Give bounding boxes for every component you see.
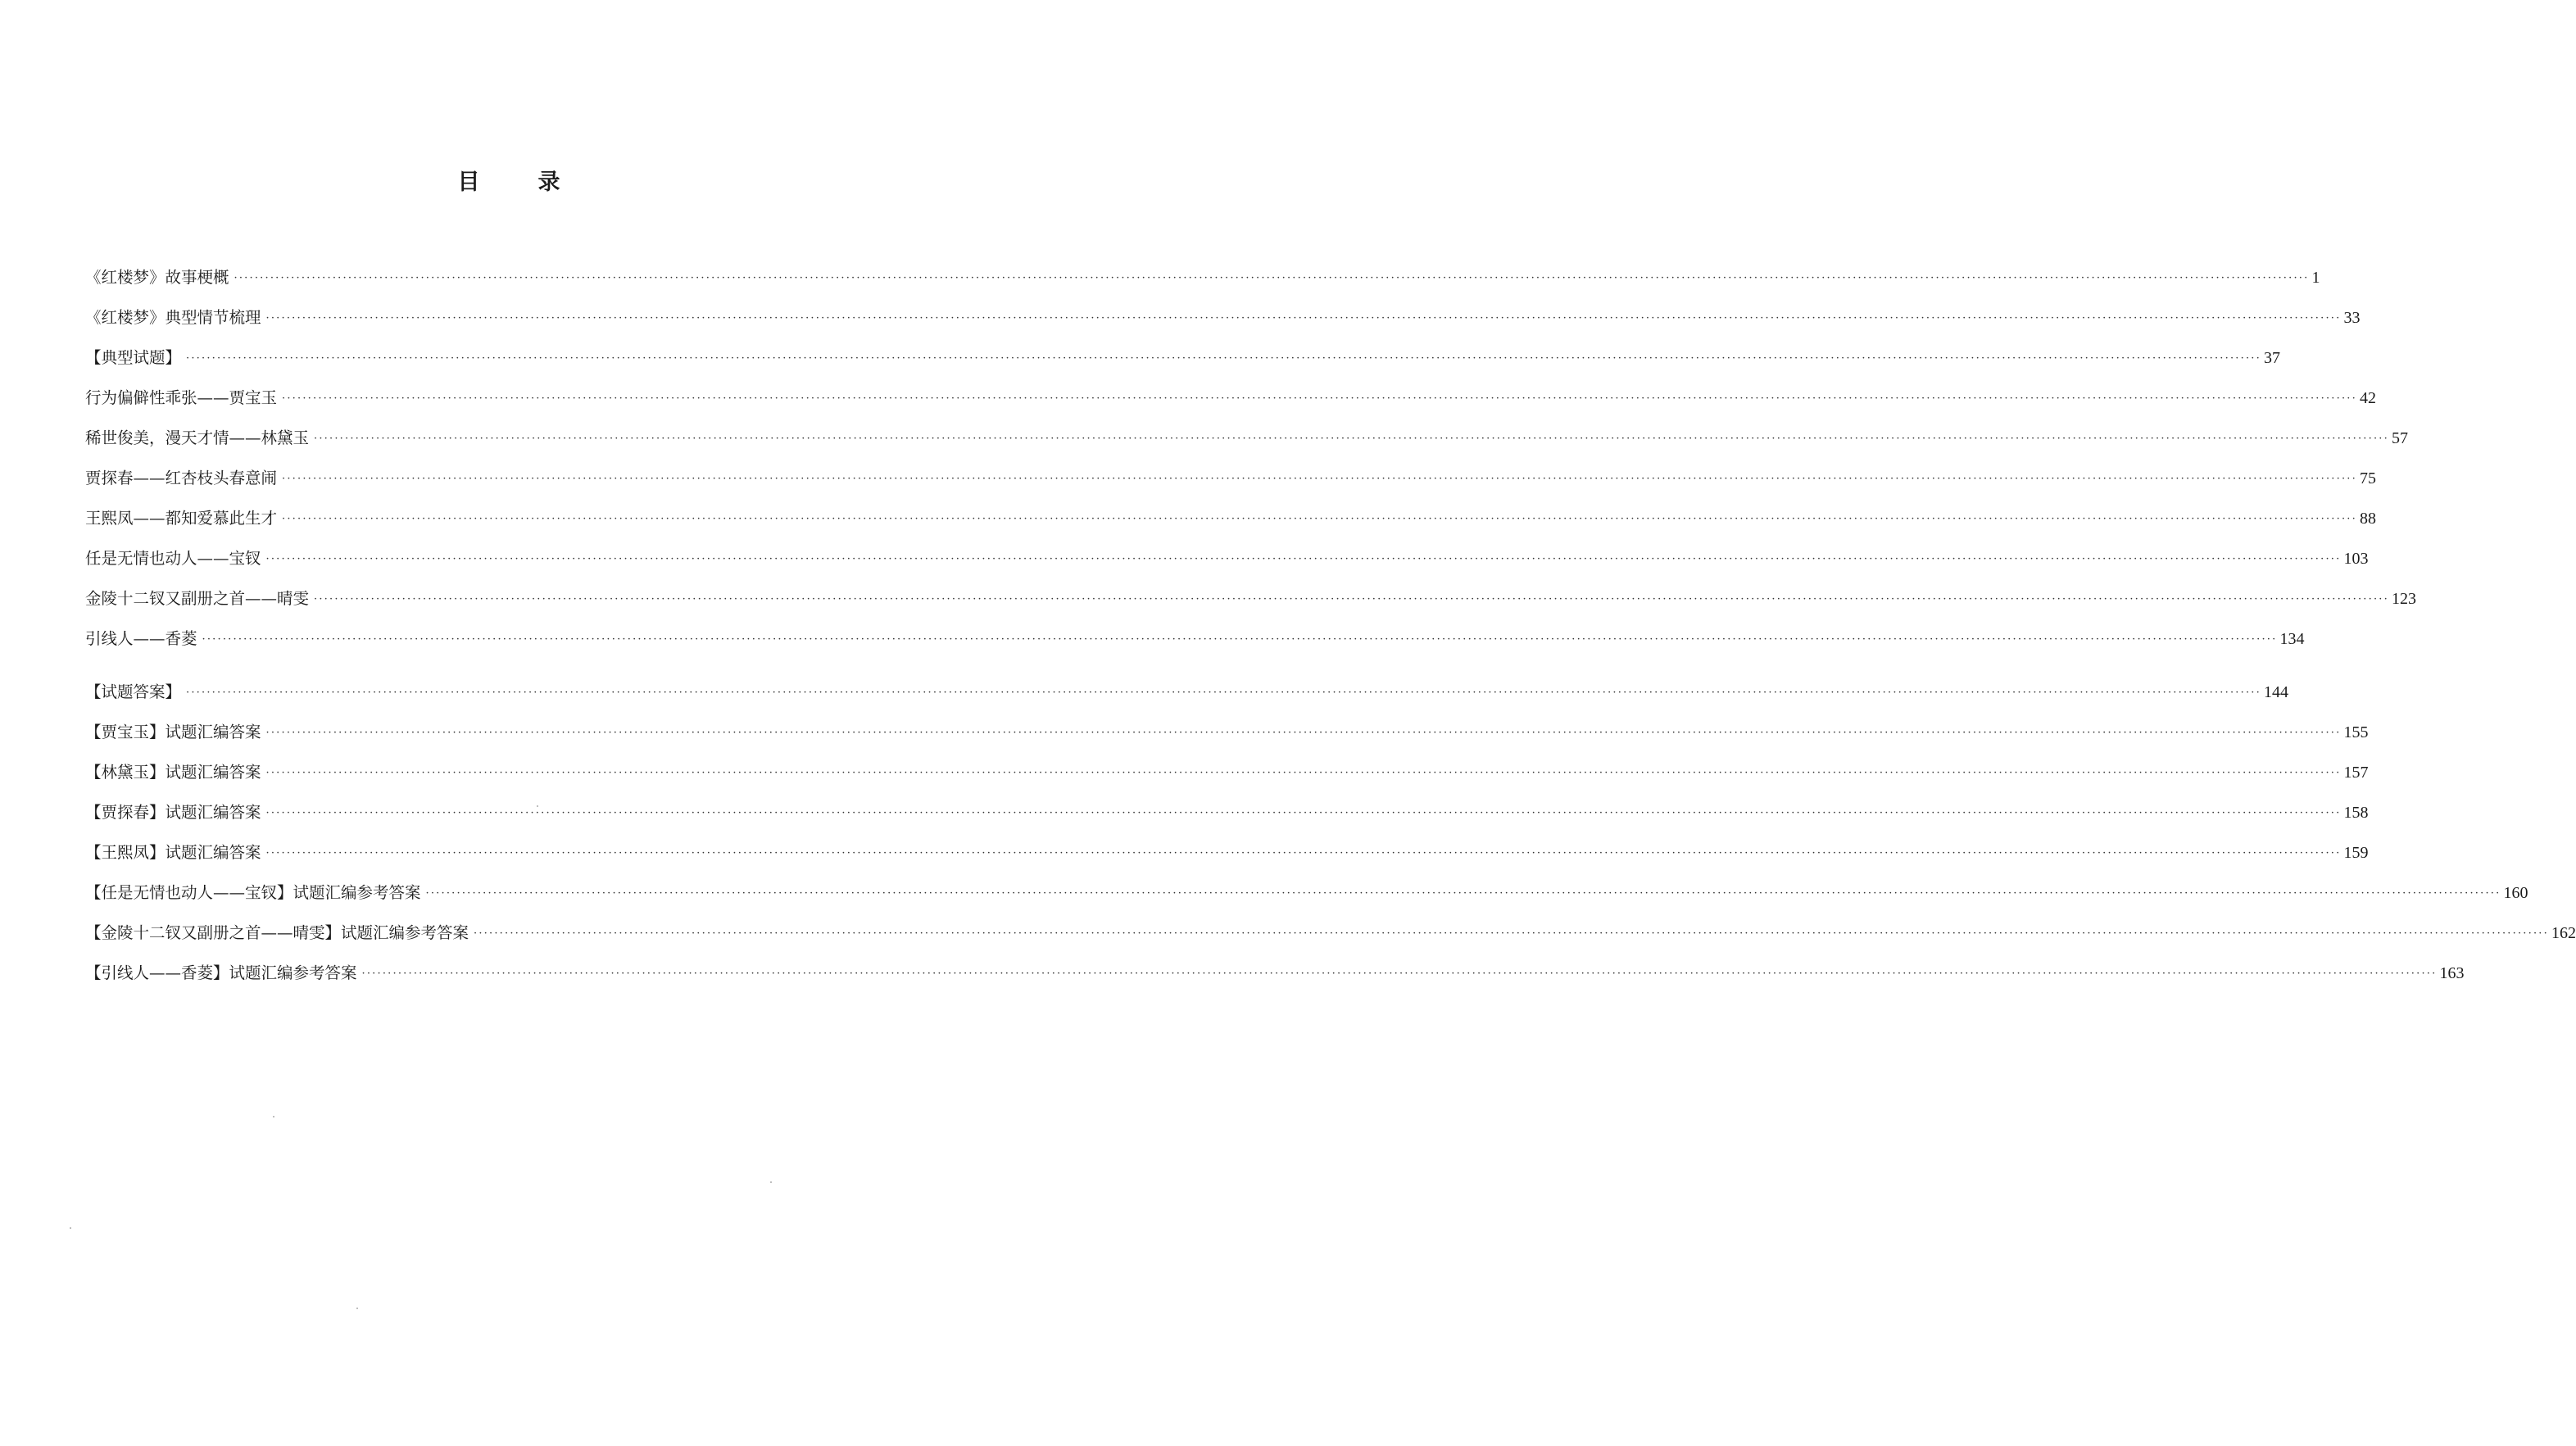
toc-entry-page-number: 88 — [2357, 509, 2376, 528]
toc-entry-page-number: 163 — [2437, 963, 2464, 983]
scan-speck — [70, 1227, 71, 1229]
toc-entry[interactable] — [85, 247, 2320, 288]
toc-entry-page-number: 103 — [2341, 549, 2368, 569]
dot-leader: ················································································································································································································································································································································································································ — [282, 513, 2357, 525]
toc-entry-title: 【金陵十二钗又副册之首——晴雯】试题汇编参考答案 — [85, 923, 474, 943]
dot-leader: ················································································································································································································································································································································································································ — [186, 687, 2261, 699]
toc-entry-title: 任是无情也动人——宝钗 — [85, 549, 266, 569]
table-of-contents — [85, 247, 2576, 983]
toc-entry[interactable] — [85, 903, 2576, 943]
toc-entry[interactable] — [85, 609, 2305, 649]
dot-leader: ················································································································································································································································································································································································································ — [265, 807, 2342, 819]
toc-entry[interactable] — [85, 488, 2376, 528]
dot-leader: ················································································································································································································································································································································································································ — [202, 633, 2278, 646]
toc-entry-title: 《红楼梦》故事梗概 — [85, 268, 234, 288]
toc-entry[interactable] — [85, 702, 2369, 742]
toc-entry-title: 【贾探春】试题汇编答案 — [85, 803, 266, 823]
dot-leader: ················································································································································································································································································································································································································ — [234, 272, 2310, 284]
toc-entry-title: 行为偏僻性乖张——贾宝玉 — [85, 388, 282, 408]
page-title: 目 录 — [457, 170, 578, 195]
dot-leader: ················································································································································································································································································································································································································ — [282, 392, 2357, 405]
toc-entry-page-number: 75 — [2357, 469, 2376, 488]
toc-entry[interactable] — [85, 569, 2416, 609]
toc-entry-title: 【任是无情也动人——宝钗】试题汇编参考答案 — [85, 883, 426, 903]
toc-entry-title: 【典型试题】 — [85, 348, 186, 368]
toc-entry-title: 【王熙凤】试题汇编答案 — [85, 843, 266, 863]
toc-entry[interactable] — [85, 448, 2376, 488]
toc-entry[interactable] — [85, 528, 2369, 569]
toc-entry-title: 贾探春——红杏枝头春意闹 — [85, 469, 282, 488]
toc-entry-title: 【试题答案】 — [85, 682, 186, 702]
toc-entry[interactable] — [85, 782, 2369, 823]
toc-entry[interactable] — [85, 943, 2465, 983]
toc-entry[interactable] — [85, 368, 2376, 408]
dot-leader: ················································································································································································································································································································································································································ — [314, 593, 2389, 605]
toc-entry-page-number: 159 — [2341, 843, 2368, 863]
dot-leader: ················································································································································································································································································································································································································ — [265, 312, 2342, 324]
toc-entry-title: 稀世俊美，漫天才情——林黛玉 — [85, 428, 314, 448]
scan-speck — [273, 1116, 274, 1117]
toc-entry-page-number: 158 — [2341, 803, 2368, 823]
toc-entry-title: 引线人——香菱 — [85, 629, 202, 649]
scan-speck — [356, 1308, 358, 1309]
toc-entry-title: 王熙凤——都知爱慕此生才 — [85, 509, 282, 528]
toc-entry[interactable] — [85, 408, 2408, 448]
dot-leader: ················································································································································································································································································································································································································ — [282, 473, 2357, 485]
toc-entry-page-number: 155 — [2341, 723, 2368, 742]
toc-entry-page-number: 33 — [2341, 308, 2360, 328]
toc-entry[interactable] — [85, 863, 2528, 903]
dot-leader: ················································································································································································································································································································································································································ — [265, 767, 2342, 779]
toc-entry[interactable] — [85, 823, 2369, 863]
dot-leader: ················································································································································································································································································································································································································ — [361, 968, 2438, 980]
scan-speck — [537, 805, 538, 807]
toc-entry-title: 【林黛玉】试题汇编答案 — [85, 763, 266, 782]
toc-entry[interactable] — [85, 288, 2361, 328]
toc-entry-page-number: 157 — [2341, 763, 2368, 782]
toc-entry-page-number: 160 — [2501, 883, 2528, 903]
toc-entry[interactable] — [85, 742, 2369, 782]
toc-entry-title: 《红楼梦》典型情节梳理 — [85, 308, 266, 328]
dot-leader: ················································································································································································································································································································································································································ — [265, 847, 2342, 859]
toc-entry-title: 【贾宝玉】试题汇编答案 — [85, 723, 266, 742]
dot-leader: ················································································································································································································································································································································································································ — [425, 887, 2501, 900]
toc-entry[interactable] — [85, 328, 2280, 368]
dot-leader: ················································································································································································································································································································································································································ — [186, 352, 2261, 365]
toc-entry-page-number: 123 — [2389, 589, 2416, 609]
toc-entry-page-number: 1 — [2309, 268, 2320, 288]
toc-entry-page-number: 134 — [2277, 629, 2304, 649]
toc-entry-page-number: 37 — [2261, 348, 2280, 368]
toc-entry-title: 金陵十二钗又副册之首——晴雯 — [85, 589, 314, 609]
dot-leader: ················································································································································································································································································································································································································ — [265, 553, 2342, 565]
toc-entry-title: 【引线人——香菱】试题汇编参考答案 — [85, 963, 362, 983]
toc-entry-page-number: 144 — [2261, 682, 2288, 702]
toc-entry-page-number: 162 — [2549, 923, 2576, 943]
dot-leader: ················································································································································································································································································································································································································ — [265, 727, 2342, 739]
dot-leader: ················································································································································································································································································································································································································ — [474, 927, 2549, 940]
dot-leader: ················································································································································································································································································································································································································ — [314, 433, 2389, 445]
toc-entry-page-number: 42 — [2357, 388, 2376, 408]
toc-entry[interactable] — [85, 662, 2288, 702]
scan-speck — [770, 1181, 772, 1183]
toc-entry-page-number: 57 — [2389, 428, 2408, 448]
